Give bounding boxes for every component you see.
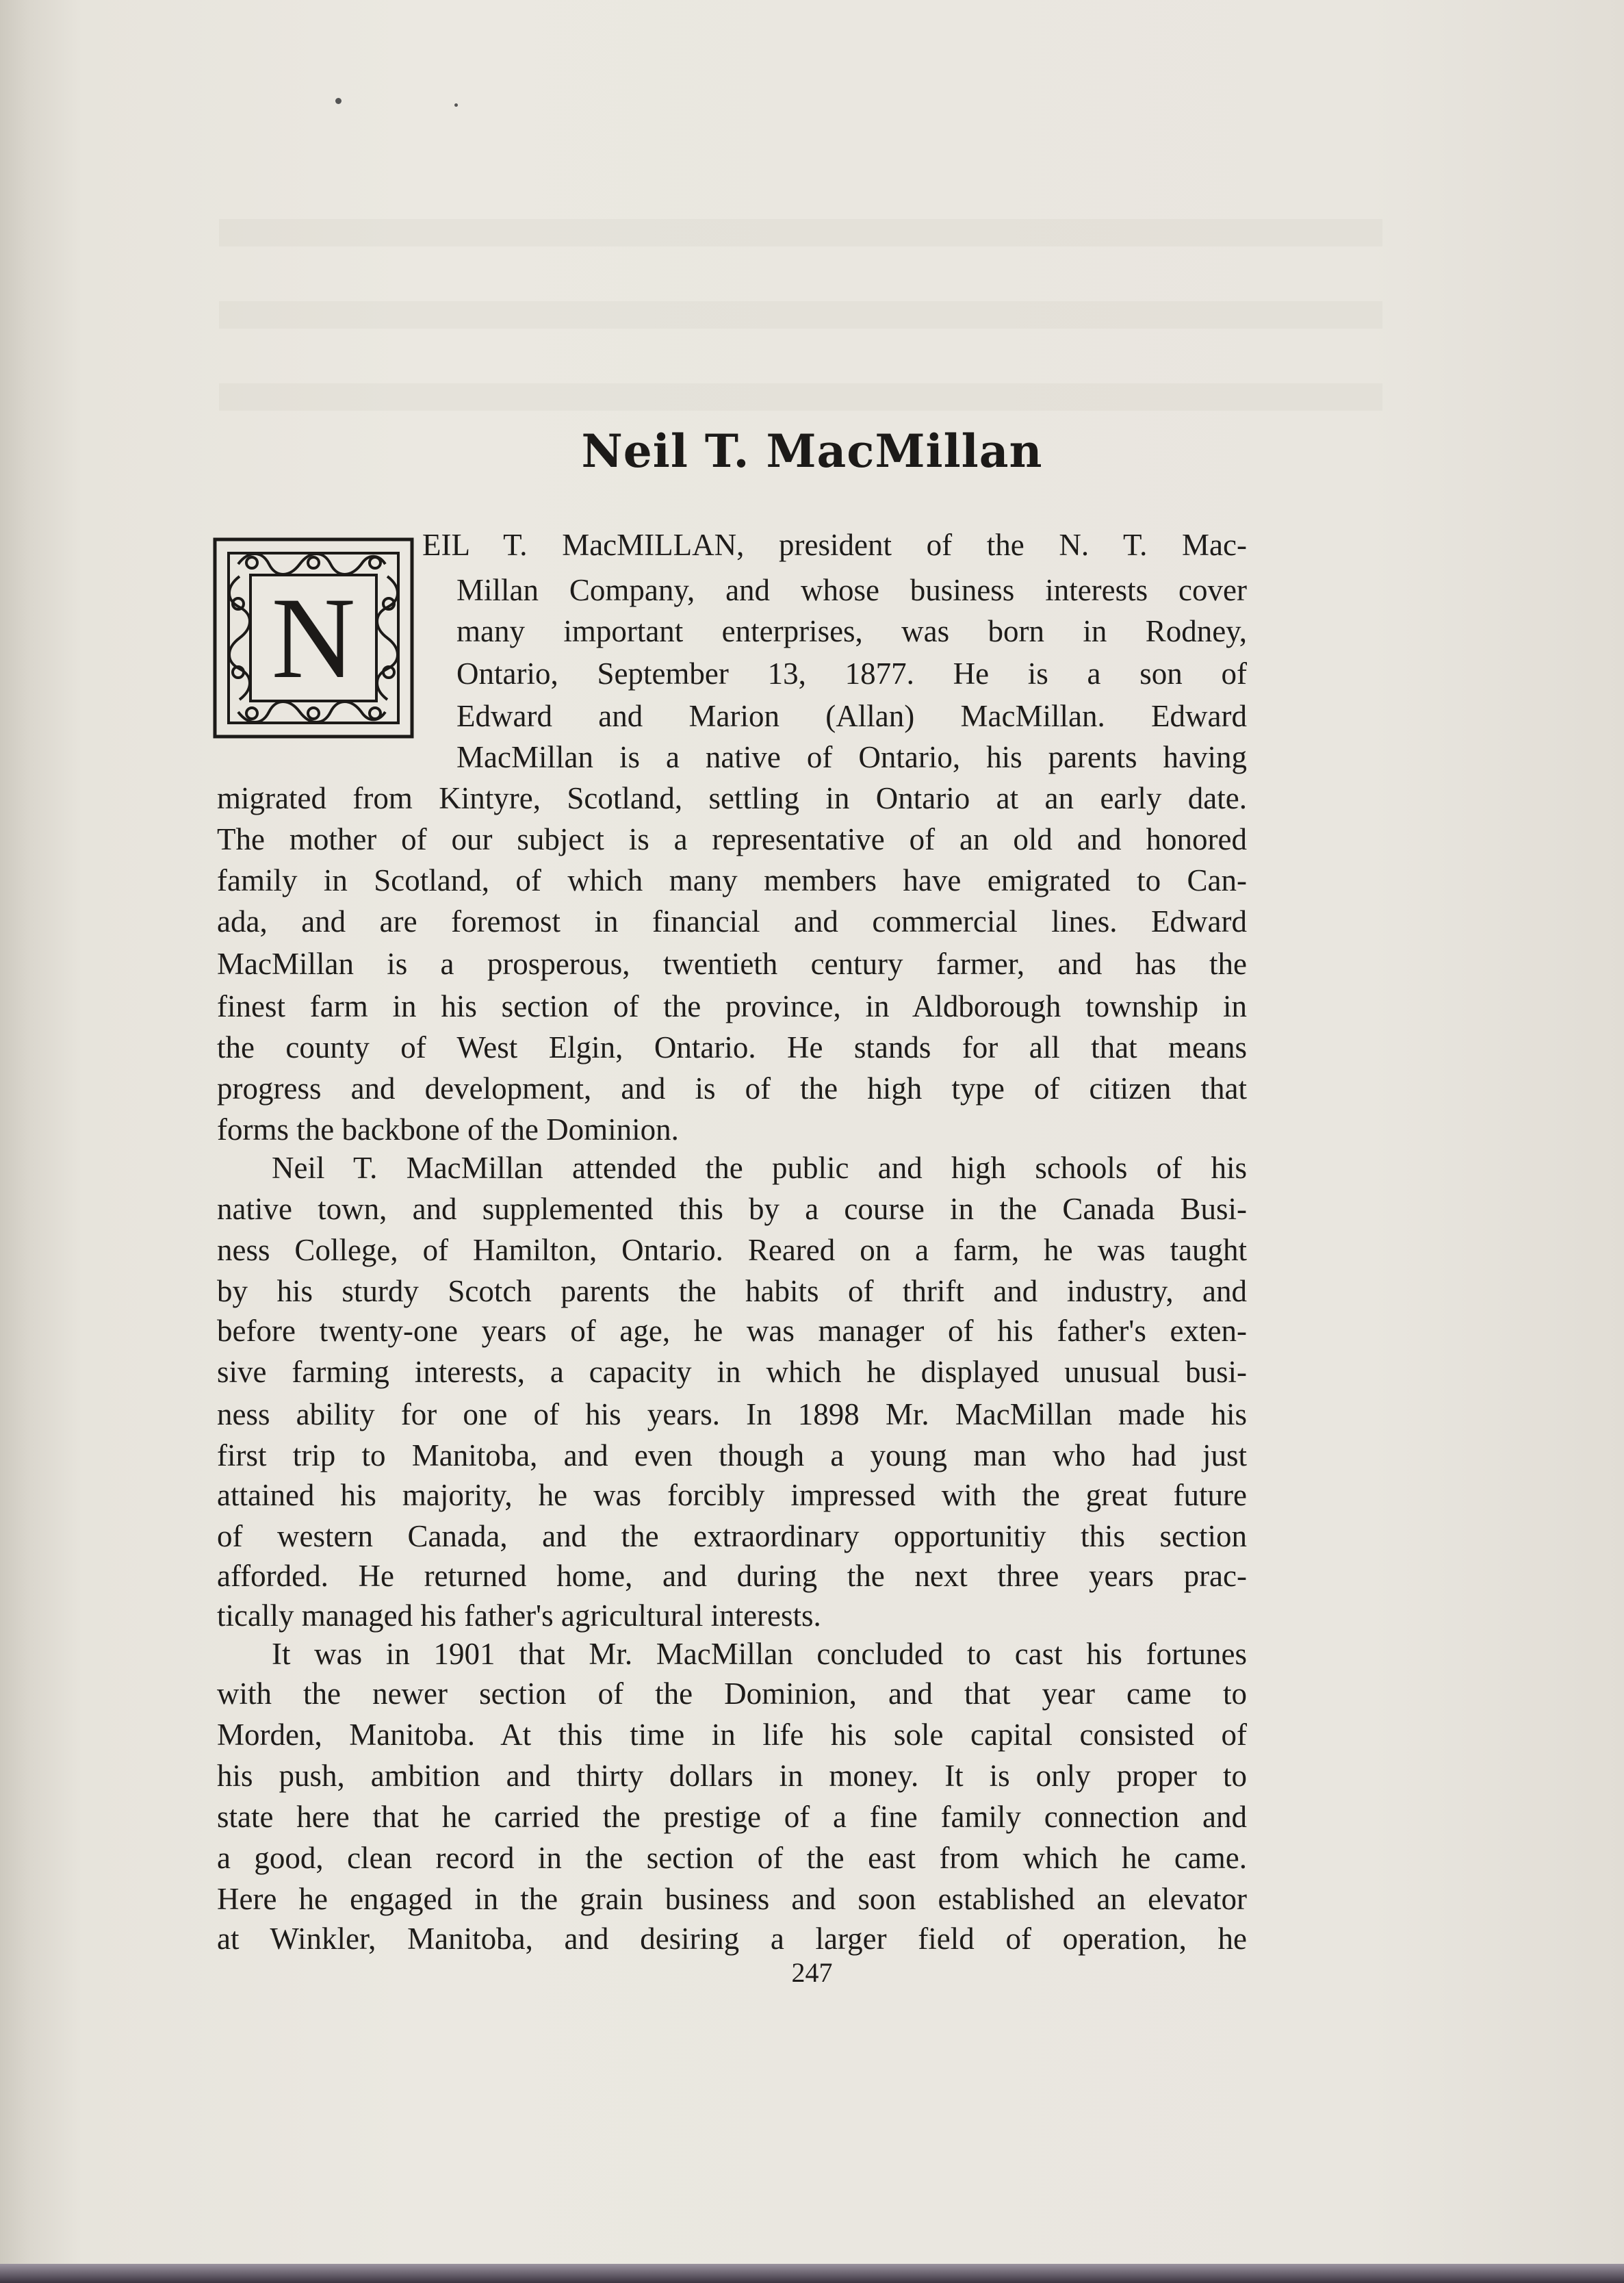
page-speck [335,98,341,104]
text-line: by his sturdy Scotch parents the habits of thrift and industry, and [217,1274,1247,1308]
page-speck [454,103,458,107]
text-line: forms the backbone of the Dominion. [217,1112,679,1147]
bleed-through [219,383,1382,411]
text-line: ada, and are foremost in financial and commercial lines. Edward [217,904,1247,939]
page-number: 247 [791,1957,833,1988]
text-line: Neil T. MacMillan attended the public and high schools of his [272,1151,1247,1185]
text-line: It was in 1901 that Mr. MacMillan concluded to cast his fortunes [272,1637,1247,1671]
text-line: attained his majority, he was forcibly impressed with the great future [217,1478,1247,1512]
page-title: Neil T. MacMillan [581,424,1043,478]
bleed-through [219,301,1382,329]
text-line: Edward and Marion (Allan) MacMillan. Edward [456,699,1247,733]
text-line: Millan Company, and whose business interests cover [456,573,1247,607]
text-line: of western Canada, and the extraordinary opportunitiy this section [217,1519,1247,1553]
drop-cap-ornament [211,535,416,741]
text-line: ness ability for one of his years. In 1898 Mr. MacMillan made his [217,1397,1247,1431]
text-line: first trip to Manitoba, and even though a young man who had just [217,1438,1247,1472]
page-bottom-edge [0,2264,1624,2283]
text-line: Here he engaged in the grain business and soon established an elevator [217,1882,1247,1916]
text-line: ness College, of Hamilton, Ontario. Reared on a farm, he was taught [217,1233,1247,1267]
bleed-through [219,219,1382,246]
text-line: sive farming interests, a capacity in which he displayed unusual busi- [217,1355,1247,1389]
text-line: native town, and supplemented this by a course in the Canada Busi- [217,1192,1247,1226]
text-line: the county of West Elgin, Ontario. He stands for all that means [217,1030,1247,1064]
text-line: MacMillan is a prosperous, twentieth century farmer, and has the [217,947,1247,981]
text-line: a good, clean record in the section of the east from which he came. [217,1841,1247,1875]
text-line: many important enterprises, was born in Rodney, [456,614,1247,648]
text-line: with the newer section of the Dominion, and that year came to [217,1676,1247,1711]
text-line: MacMillan is a native of Ontario, his parents having [456,740,1247,774]
text-line: Morden, Manitoba. At this time in life his sole capital consisted of [217,1718,1247,1752]
text-line: progress and development, and is of the high type of citizen that [217,1071,1247,1106]
text-line: EIL T. MacMILLAN, president of the N. T. Mac- [422,528,1247,562]
drop-cap-letter: N [271,573,356,702]
text-line: Ontario, September 13, 1877. He is a son of [456,656,1247,691]
text-line: afforded. He returned home, and during the next three years prac- [217,1559,1247,1593]
text-line: migrated from Kintyre, Scotland, settling in Ontario at an early date. [217,781,1247,815]
text-line: tically managed his father's agricultural interests. [217,1598,821,1633]
text-line: at Winkler, Manitoba, and desiring a larger field of operation, he [217,1922,1247,1956]
text-line: The mother of our subject is a representative of an old and honored [217,822,1247,856]
text-line: family in Scotland, of which many members have emigrated to Can- [217,863,1247,897]
text-line: before twenty-one years of age, he was manager of his father's exten- [217,1314,1247,1348]
text-line: finest farm in his section of the province, in Aldborough township in [217,989,1247,1023]
text-line: state here that he carried the prestige of a fine family connection and [217,1800,1247,1834]
text-line: his push, ambition and thirty dollars in money. It is only proper to [217,1759,1247,1793]
